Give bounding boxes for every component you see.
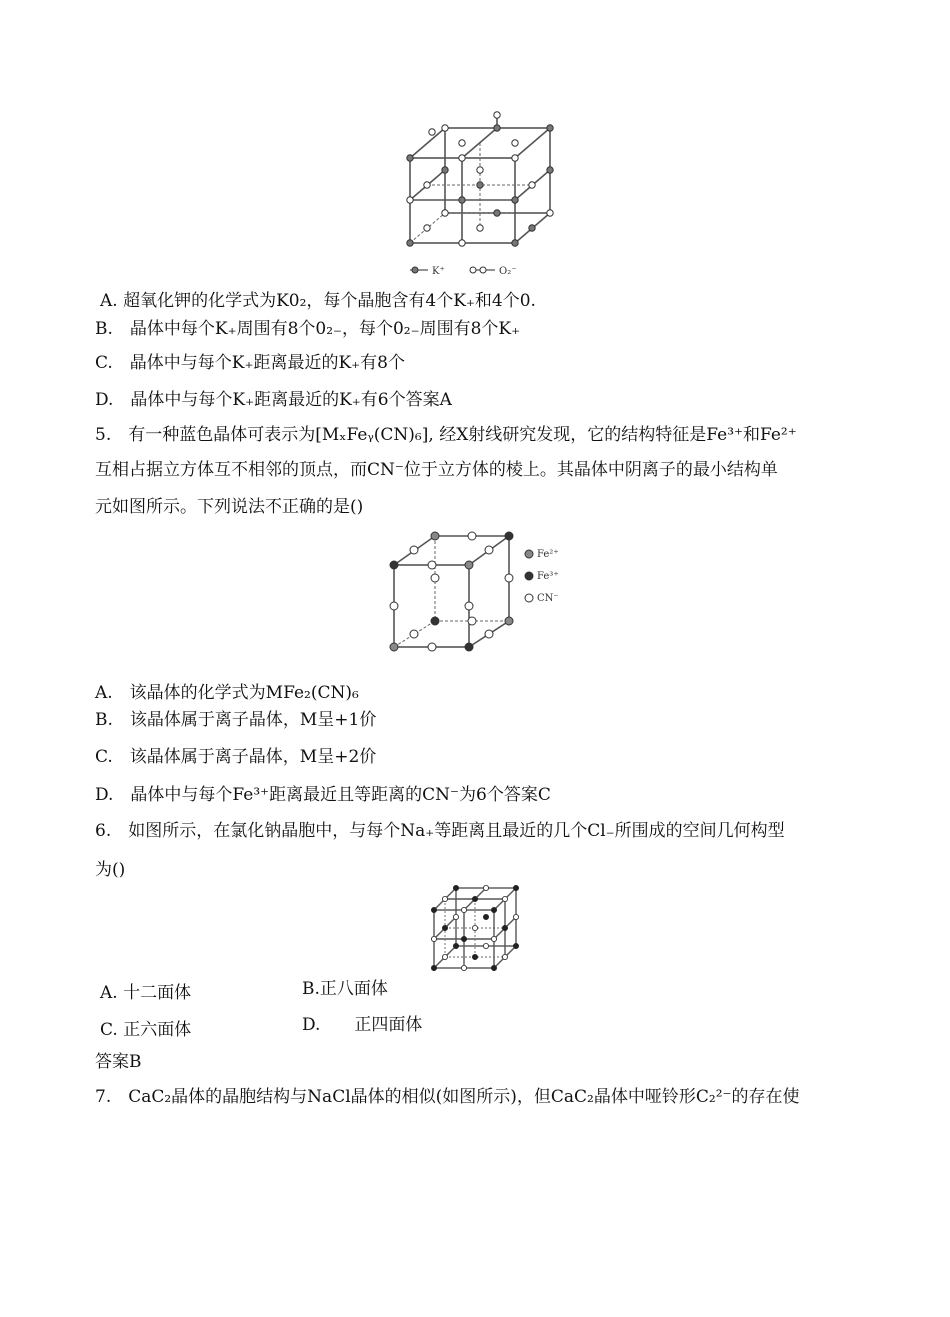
q5-option-a-clip xyxy=(95,682,359,703)
q5-option-b: B. 该晶体属于离子晶体，M呈+1价 xyxy=(95,710,377,730)
q6-stem-line2: 为() xyxy=(95,860,126,880)
q5-stem-line1: 5. 有一种蓝色晶体可表示为[MₓFeᵧ(CN)₆], 经X射线研究发现，它的结构特征是Fe³⁺和Fe²⁺ xyxy=(95,425,797,445)
q4-option-a: A. 超氧化钾的化学式为K0₂，每个晶胞含有4个K₊和4个0. xyxy=(100,291,536,311)
q5-option-c: C. 该晶体属于离子晶体，M呈+2价 xyxy=(95,747,377,767)
legend-fe2: Fe²⁺ xyxy=(537,549,559,560)
q4-option-c: C. 晶体中与每个K₊距离最近的K₊有8个 xyxy=(95,353,405,373)
q6-stem-line1: 6. 如图所示，在氯化钠晶胞中，与每个Na₊等距离且最近的几个Cl₋所围成的空间几何构型 xyxy=(95,821,785,841)
q5-stem-line3: 元如图所示。下列说法不正确的是() xyxy=(95,497,364,517)
legend-k: K⁺ xyxy=(432,266,445,277)
ko2-lattice-figure xyxy=(400,110,560,282)
legend-o2: O₂⁻ xyxy=(499,266,517,277)
legend-cn: CN⁻ xyxy=(537,593,559,604)
q7-stem-line1: 7. CaC₂晶体的晶胞结构与NaCl晶体的相似(如图所示)，但CaC₂晶体中哑铃形C₂²⁻的存在使 xyxy=(95,1087,800,1107)
q4-option-d: D. 晶体中与每个K₊距离最近的K₊有6个答案A xyxy=(95,390,452,410)
q5-option-d: D. 晶体中与每个Fe³⁺距离最近且等距离的CN⁻为6个答案C xyxy=(95,785,551,805)
q5-stem-line2: 互相占据立方体互不相邻的顶点，而CN⁻位于立方体的棱上。其晶体中阴离子的最小结构单 xyxy=(95,460,778,480)
q6-option-c: C. 正六面体 xyxy=(100,1020,192,1040)
q6-option-d: D. 正四面体 xyxy=(302,1015,423,1035)
nacl-cell-figure xyxy=(426,882,526,974)
cn-cube-figure xyxy=(380,528,570,658)
q6-answer: 答案B xyxy=(95,1052,142,1072)
q6-option-c-clip xyxy=(100,1019,192,1040)
q6-option-b: B.正八面体 xyxy=(302,979,388,999)
legend-fe3: Fe³⁺ xyxy=(537,571,559,582)
q6-option-a: A. 十二面体 xyxy=(100,983,192,1003)
q5-option-a: A. 该晶体的化学式为MFe₂(CN)₆ xyxy=(95,683,359,703)
q4-option-b: B. 晶体中每个K₊周围有8个0₂₋，每个0₂₋周围有8个K₊ xyxy=(95,319,521,339)
